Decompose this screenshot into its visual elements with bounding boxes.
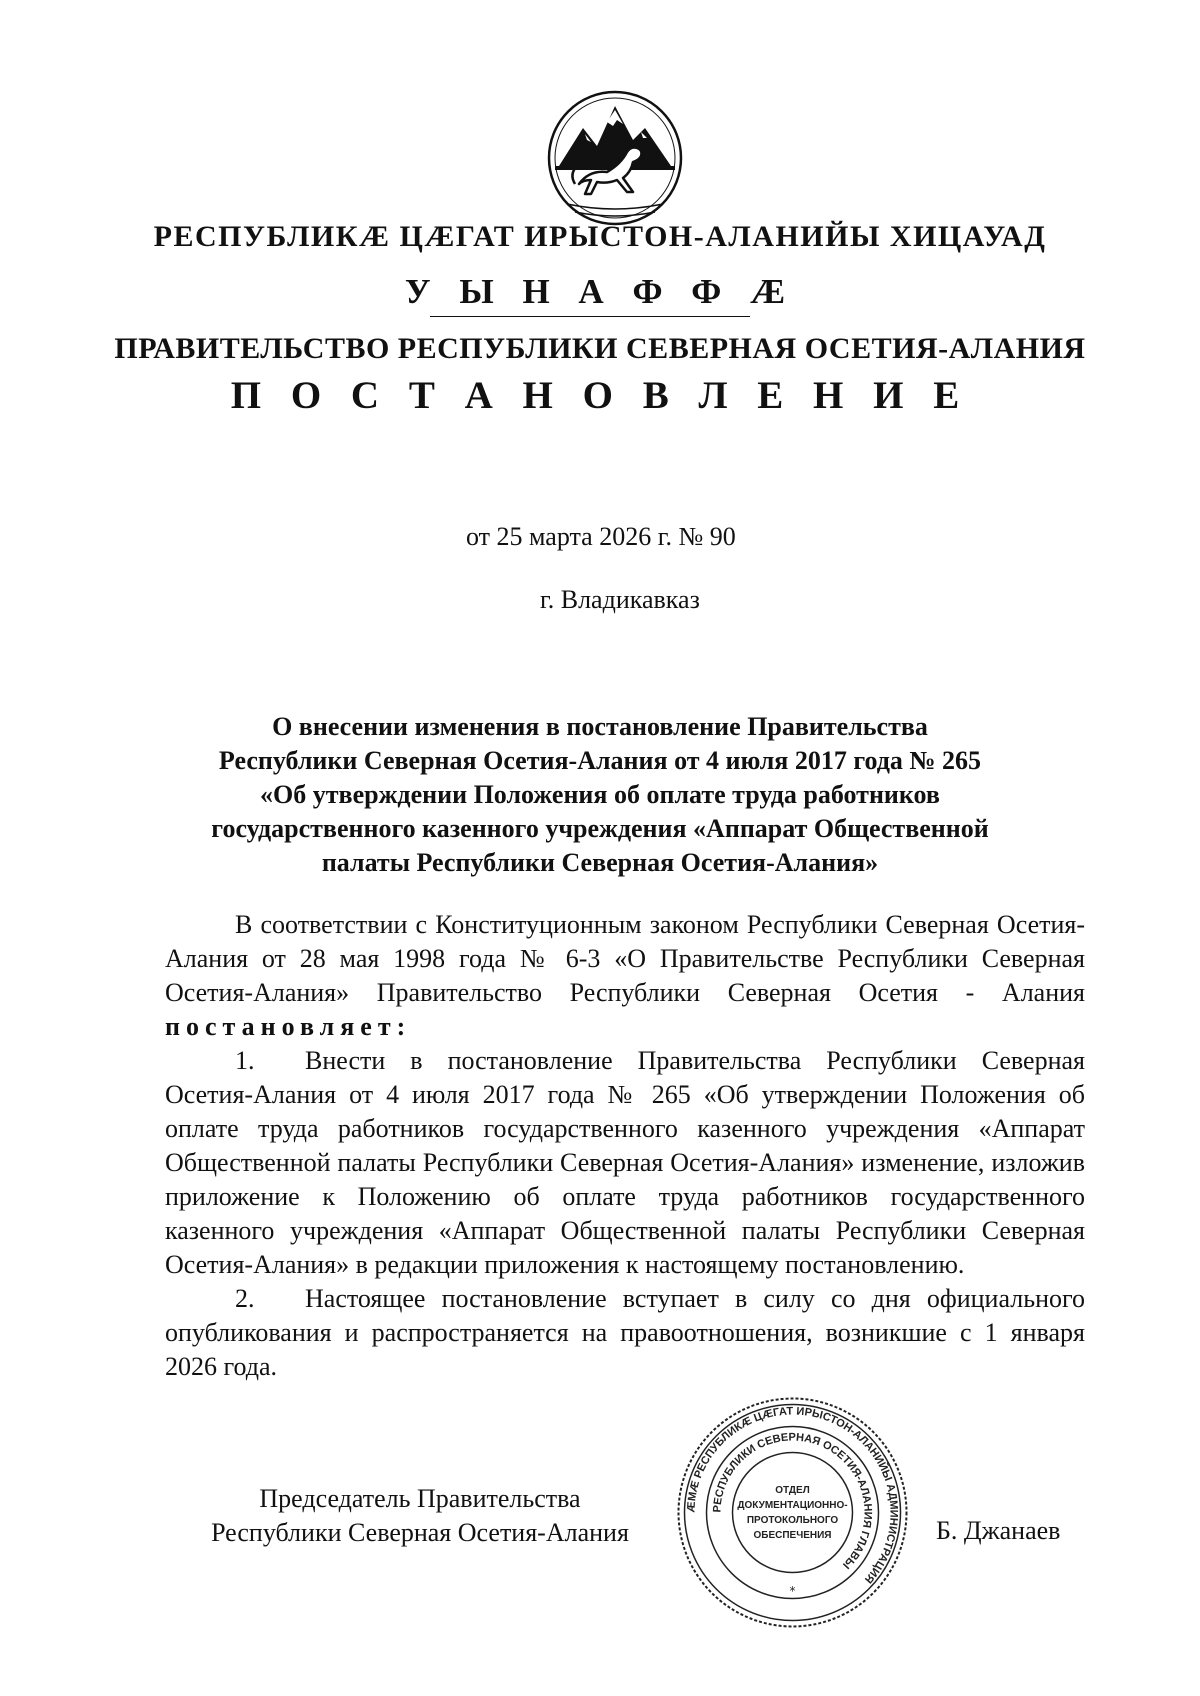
document-title bbox=[0, 710, 1200, 880]
document-city: г. Владикавказ bbox=[540, 585, 700, 614]
seal-outer-ring: ÆМÆ РЕСПУБЛИКÆ ЦÆГАТ ИРЫСТОН-АЛАНИЙЫ АДМИНИСТРАЦИЯ bbox=[685, 1405, 900, 1586]
russian-government-name: ПРАВИТЕЛЬСТВО РЕСПУБЛИКИ СЕВЕРНАЯ ОСЕТИЯ-АЛАНИЯ bbox=[114, 332, 1086, 365]
preamble-paragraph bbox=[165, 908, 1085, 1044]
item-number: 2. bbox=[235, 1284, 255, 1313]
title-line: палаты Республики Северная Осетия-Алания» bbox=[321, 848, 879, 877]
title-line: Республики Северная Осетия-Алания от 4 июля 2017 года № 265 bbox=[218, 746, 982, 775]
seal-inner-ring: РЕСПУБЛИКИ СЕВЕРНАЯ ОСЕТИЯ-АЛАНИЯ ГЛАВЫ bbox=[711, 1431, 874, 1571]
document-body bbox=[165, 908, 1085, 1384]
title-line: О внесении изменения в постановление Правительства bbox=[272, 712, 928, 741]
seal-center-line: ОТДЕЛ bbox=[775, 1485, 810, 1496]
document-date-number: от 25 марта 2026 г. № 90 bbox=[466, 522, 736, 551]
signer-name: Б. Джанаев bbox=[936, 1516, 1061, 1545]
republic-emblem-icon bbox=[545, 88, 685, 228]
item-text: Настоящее постановление вступает в силу со дня официального опубликования и распространяется на правоотношения, возникшие с 1 января 2026 года. bbox=[165, 1284, 1085, 1381]
header-divider bbox=[430, 316, 750, 317]
russian-document-type: П О С Т А Н О В Л Е Н И Е bbox=[230, 374, 970, 417]
title-line: государственного казенного учреждения «Аппарат Общественной bbox=[211, 814, 989, 843]
signer-position-line: Председатель Правительства bbox=[259, 1484, 581, 1513]
seal-center-line: ОБЕСПЕЧЕНИЯ bbox=[753, 1530, 832, 1541]
decides-word: постановляет: bbox=[165, 1012, 412, 1041]
ossetian-document-type: У Ы Н А Ф Ф Æ bbox=[404, 272, 796, 311]
ossetian-government-name: РЕСПУБЛИКÆ ЦÆГАТ ИРЫСТОН-АЛАНИЙЫ ХИЦАУАД bbox=[153, 220, 1047, 253]
seal-star: * bbox=[789, 1584, 796, 1598]
seal-center-line: ДОКУМЕНТАЦИОННО- bbox=[737, 1500, 848, 1511]
item-1 bbox=[165, 1044, 1085, 1282]
signer-position-line: Республики Северная Осетия-Алания bbox=[211, 1518, 629, 1547]
item-text: Внести в постановление Правительства Республики Северная Осетия-Алания от 4 июля 2017 года № 265 «Об утверждении Положения об оплате труда работников государственного казенного учреждения «Аппарат Общественной палаты Республики Северная Осетия-Алания» изменение, изложив приложение к Положению об оплате труда работников государственного казенного учреждения «Аппарат Общественной палаты Республики Северная Осетия-Алания» в редакции приложения к настоящему постановлению. bbox=[165, 1046, 1085, 1279]
signer-position bbox=[180, 1482, 660, 1550]
item-2 bbox=[165, 1282, 1085, 1384]
preamble-text: В соответствии с Конституционным законом Республики Северная Осетия-Алания от 28 мая 1998 года № 6-3 «О Правительстве Республики Северная Осетия-Алания» Правительство Республики Северная Осетия - Алания bbox=[165, 910, 1085, 1007]
title-line: «Об утверждении Положения об оплате труда работников bbox=[260, 780, 940, 809]
item-number: 1. bbox=[235, 1046, 255, 1075]
official-seal-icon bbox=[675, 1395, 910, 1630]
seal-center-line: ПРОТОКОЛЬНОГО bbox=[746, 1515, 839, 1526]
